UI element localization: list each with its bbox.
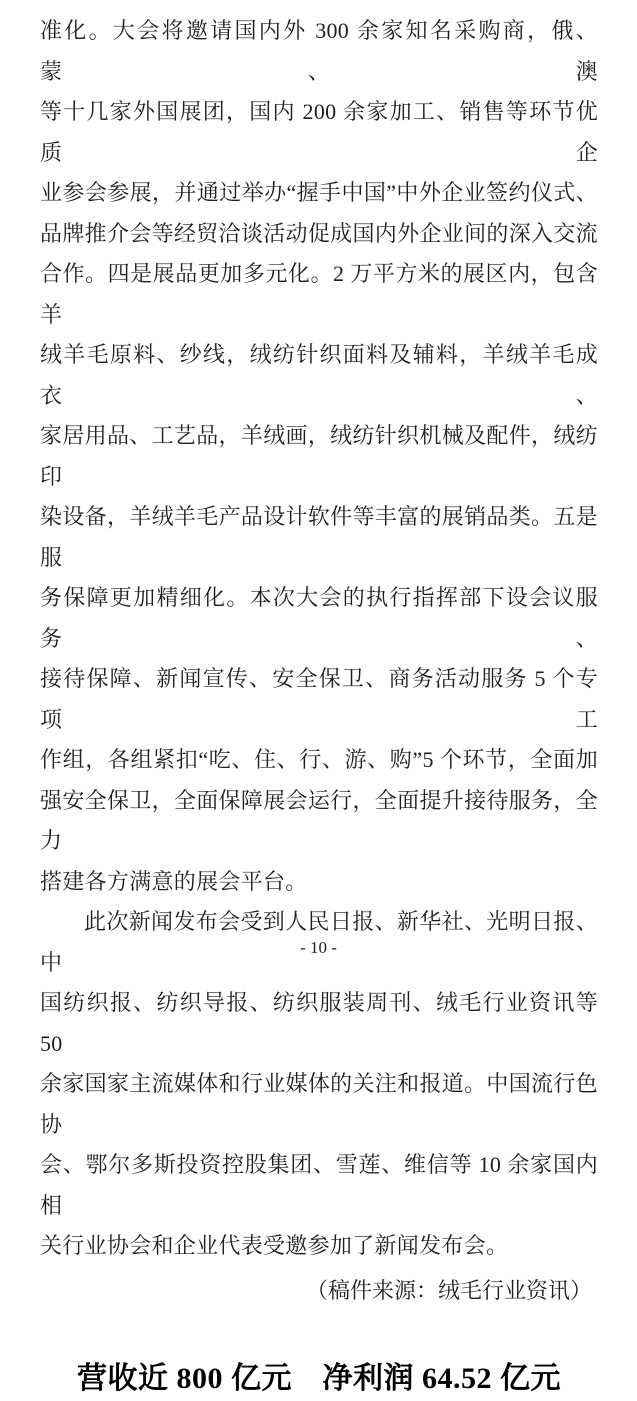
body-line: 染设备，羊绒羊毛产品设计软件等丰富的展销品类。五是服 xyxy=(40,504,598,570)
body-line: 等十几家外国展团，国内 200 余家加工、销售等环节优质企 xyxy=(40,99,598,165)
body-line: 合作。四是展品更加多元化。2 万平方米的展区内，包含羊 xyxy=(40,261,598,327)
paragraph-1 xyxy=(40,11,598,902)
section-heading: 营收近 800 亿元 净利润 64.52 亿元 xyxy=(77,1362,561,1395)
page-content xyxy=(40,11,598,1401)
body-line: 绒羊毛原料、纱线，绒纺针织面料及辅料，羊绒羊毛成衣、 xyxy=(40,342,598,408)
page-number: - 10 - xyxy=(300,938,337,957)
body-line: 强安全保卫，全面保障展会运行，全面提升接待服务，全力 xyxy=(40,787,598,853)
body-line: 会、鄂尔多斯投资控股集团、雪莲、维信等 10 余家国内相 xyxy=(40,1152,598,1218)
body-line: 搭建各方满意的展会平台。 xyxy=(40,868,308,894)
body-line: 作组，各组紧扣“吃、住、行、游、购”5 个环节，全面加 xyxy=(40,747,598,772)
body-line: 家居用品、工艺品，羊绒画，绒纺针织机械及配件，绒纺印 xyxy=(40,423,598,489)
source-note: （稿件来源：绒毛行业资讯） xyxy=(305,1277,592,1303)
body-line: 接待保障、新闻宣传、安全保卫、商务活动服务 5 个专项工 xyxy=(40,666,598,732)
body-line: 关行业协会和企业代表受邀参加了新闻发布会。 xyxy=(40,1233,509,1258)
body-line: 品牌推介会等经贸洽谈活动促成国内外企业间的深入交流 xyxy=(40,220,598,246)
body-line: 务保障更加精细化。本次大会的执行指挥部下设会议服务、 xyxy=(40,585,598,651)
body-line: 此次新闻发布会受到人民日报、新华社、光明日报、中 xyxy=(40,909,598,975)
body-line: 余家国家主流媒体和行业媒体的关注和报道。中国流行色协 xyxy=(40,1071,598,1137)
body-line: 业参会参展，并通过举办“握手中国”中外企业签约仪式、 xyxy=(40,180,598,205)
body-line: 准化。大会将邀请国内外 300 余家知名采购商，俄、蒙、澳 xyxy=(40,18,598,84)
body-line: 国纺织报、纺织导报、纺织服装周刊、绒毛行业资讯等 50 xyxy=(40,990,598,1056)
